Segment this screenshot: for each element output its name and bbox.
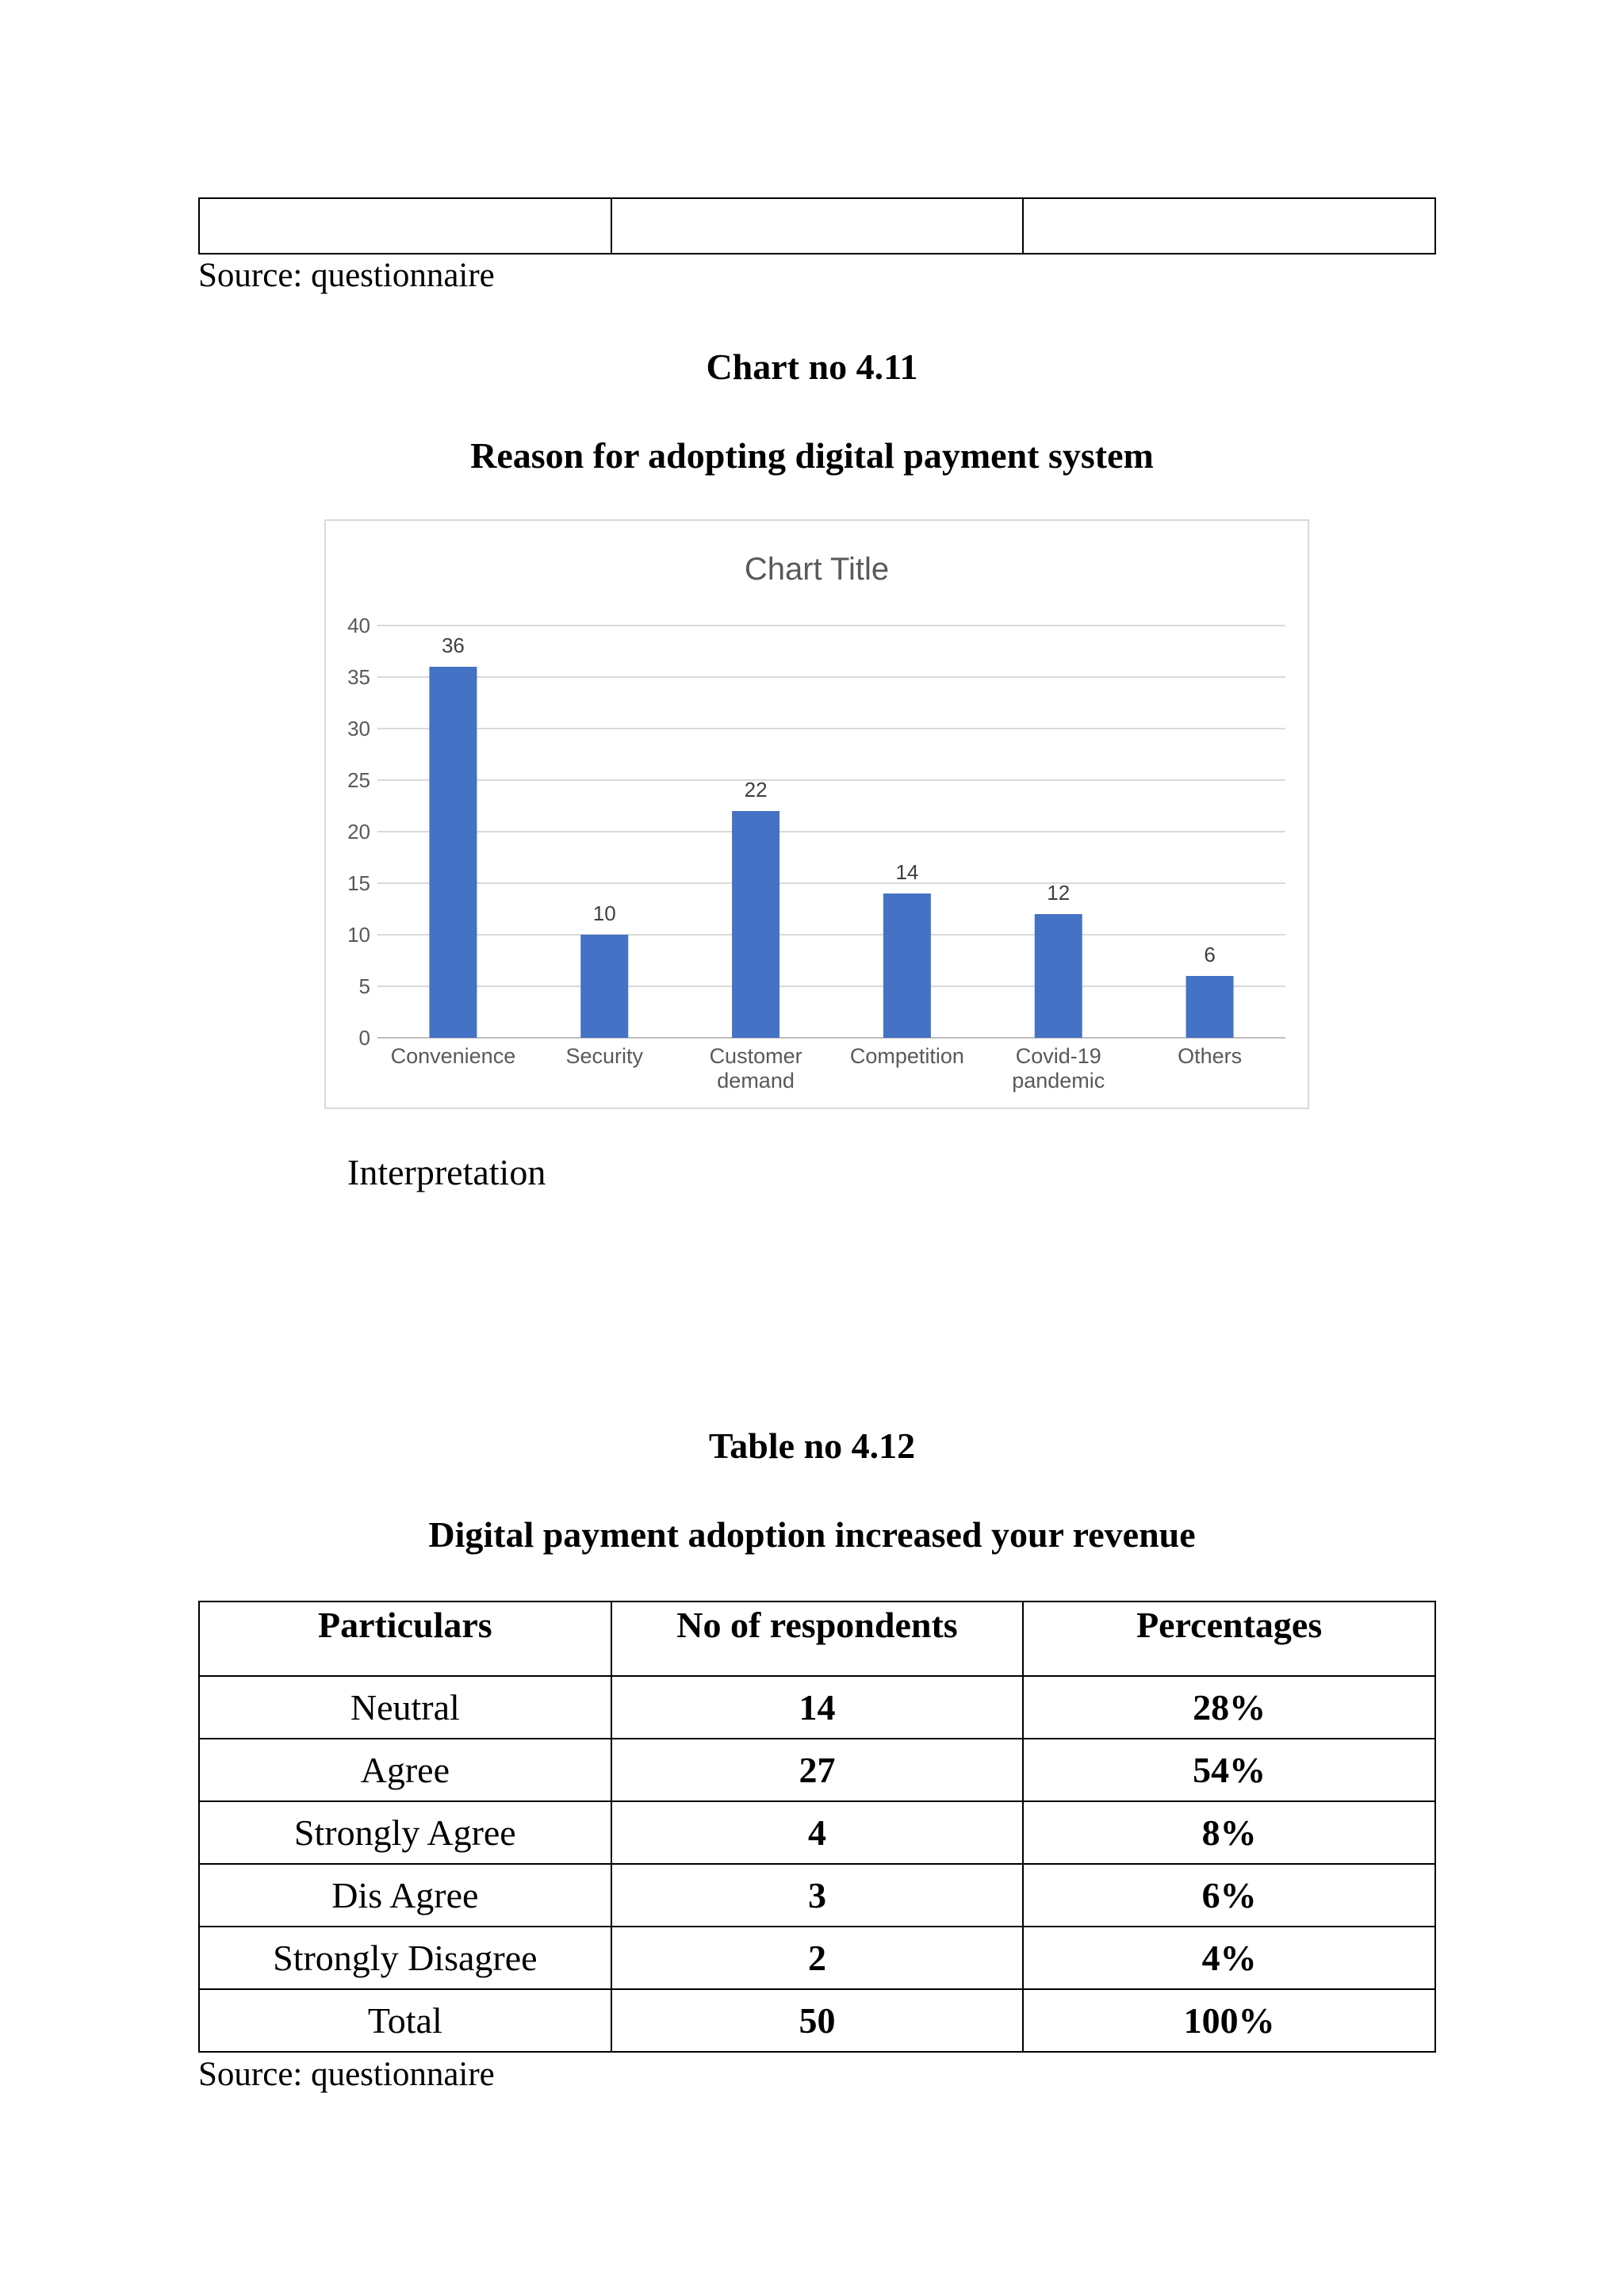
- x-tick-label: Others: [1178, 1044, 1243, 1068]
- bar-chart: [326, 521, 1308, 1108]
- percentage-cell: 8%: [1023, 1801, 1435, 1864]
- table-row: [199, 1864, 1435, 1927]
- table-row: [199, 1801, 1435, 1864]
- percentage-cell: 100%: [1023, 1989, 1435, 2052]
- particular-cell: Strongly Disagree: [199, 1927, 611, 1989]
- column-header: No of respondents: [611, 1601, 1024, 1676]
- chart-number: Chart no 4.11: [706, 346, 918, 387]
- table-row: [199, 1676, 1435, 1739]
- x-tick-label: Competition: [849, 1044, 964, 1068]
- respondents-cell: 14: [611, 1676, 1024, 1739]
- table-row-total: [199, 1989, 1435, 2052]
- data-label: 14: [895, 860, 919, 884]
- x-tick-label: Convenience: [390, 1044, 516, 1068]
- table-heading-title: Digital payment adoption increased your revenue: [428, 1514, 1196, 1555]
- y-tick-label: 25: [347, 768, 370, 792]
- data-label: 6: [1204, 943, 1216, 966]
- revenue-table: [198, 1601, 1436, 2053]
- respondents-cell: 3: [611, 1864, 1024, 1927]
- interpretation-label: Interpretation: [347, 1152, 546, 1192]
- table-row: [199, 1739, 1435, 1801]
- y-tick-label: 5: [358, 974, 370, 998]
- chart-title: Chart Title: [744, 552, 890, 587]
- respondents-cell: 27: [611, 1739, 1024, 1801]
- particular-cell: Strongly Agree: [199, 1801, 611, 1864]
- respondents-cell: 50: [611, 1989, 1024, 2052]
- previous-table-fragment: [198, 197, 1436, 254]
- x-tick-label: Customer: [709, 1044, 802, 1068]
- percentage-cell: 54%: [1023, 1739, 1435, 1801]
- chart-heading-title: Reason for adopting digital payment system: [470, 435, 1154, 476]
- table-row: [199, 198, 1435, 254]
- bar: [429, 667, 477, 1038]
- y-tick-label: 20: [347, 820, 370, 844]
- percentage-cell: 28%: [1023, 1676, 1435, 1739]
- particular-cell: Total: [199, 1989, 611, 2052]
- y-tick-label: 10: [347, 923, 370, 947]
- source-note: Source: questionnaire: [198, 257, 495, 294]
- particular-cell: Agree: [199, 1739, 611, 1801]
- y-tick-label: 35: [347, 665, 370, 689]
- table-cell: [199, 198, 611, 254]
- x-tick-label: demand: [717, 1069, 795, 1093]
- column-header: Particulars: [199, 1601, 611, 1676]
- y-tick-label: 15: [347, 871, 370, 895]
- x-tick-label: pandemic: [1012, 1069, 1105, 1093]
- table-row: [199, 1927, 1435, 1989]
- table-cell: [611, 198, 1024, 254]
- y-tick-label: 40: [347, 614, 370, 637]
- table-number: Table no 4.12: [708, 1425, 916, 1466]
- respondents-cell: 2: [611, 1927, 1024, 1989]
- bar: [580, 935, 628, 1038]
- bar: [1035, 914, 1082, 1038]
- bar: [732, 811, 779, 1038]
- bar: [1186, 976, 1234, 1038]
- chart-frame: [324, 519, 1309, 1109]
- particular-cell: Neutral: [199, 1676, 611, 1739]
- data-label: 22: [744, 778, 768, 802]
- respondents-cell: 4: [611, 1801, 1024, 1864]
- table-cell: [1023, 198, 1435, 254]
- y-tick-label: 0: [358, 1026, 370, 1050]
- table-header-row: [199, 1601, 1435, 1676]
- x-tick-label: Security: [565, 1044, 644, 1068]
- percentage-cell: 6%: [1023, 1864, 1435, 1927]
- bar: [883, 894, 931, 1038]
- source-note: Source: questionnaire: [198, 2056, 495, 2093]
- particular-cell: Dis Agree: [199, 1864, 611, 1927]
- column-header: Percentages: [1023, 1601, 1435, 1676]
- data-label: 12: [1047, 881, 1071, 905]
- x-tick-label: Covid-19: [1015, 1044, 1101, 1068]
- percentage-cell: 4%: [1023, 1927, 1435, 1989]
- y-tick-label: 30: [347, 717, 370, 740]
- data-label: 10: [592, 901, 616, 925]
- data-label: 36: [441, 633, 465, 657]
